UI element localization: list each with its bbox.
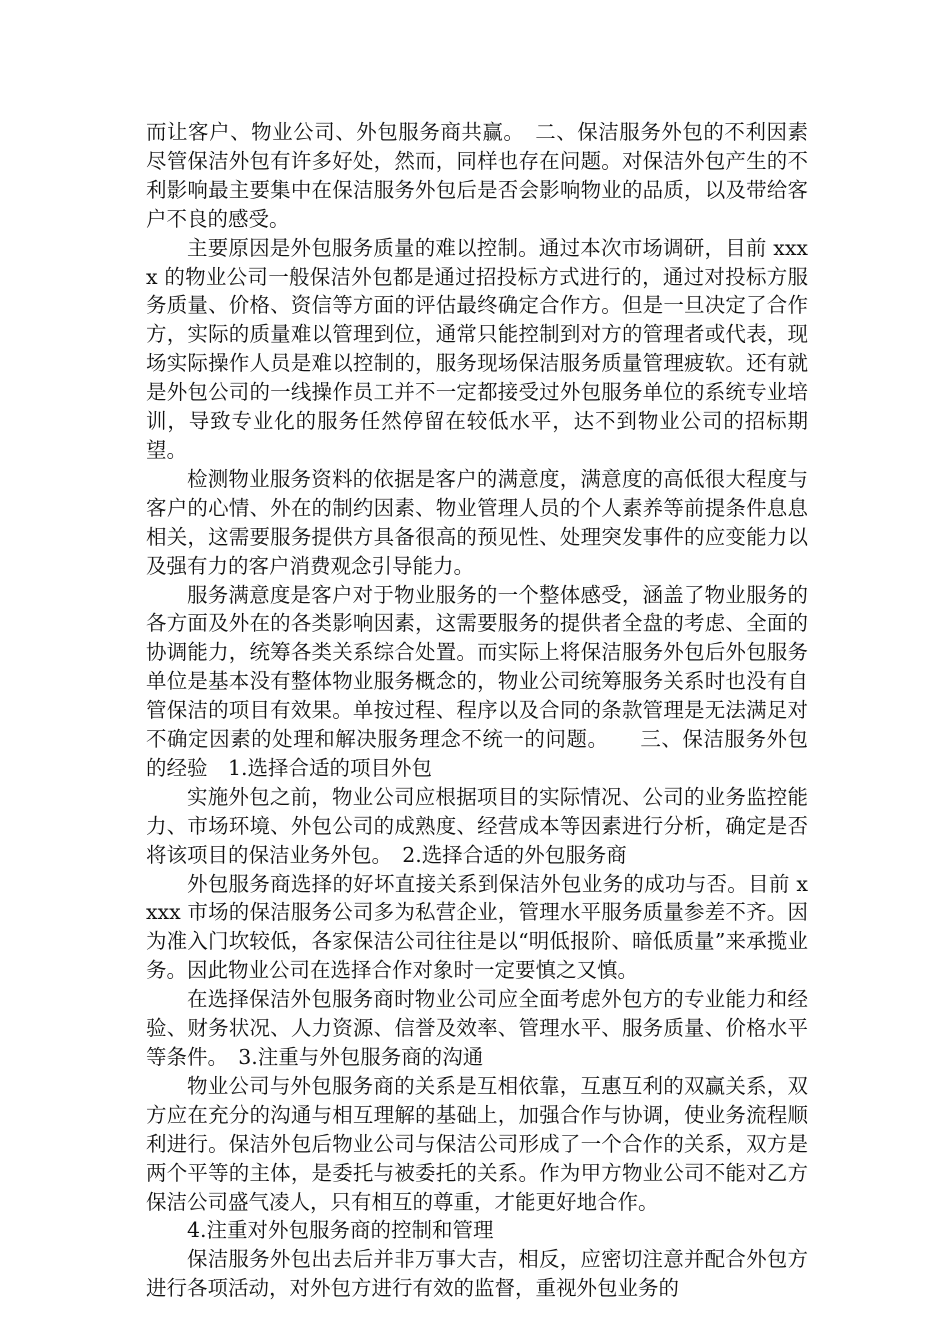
paragraph-control-management: 保洁服务外包出去后并非万事大吉，相反，应密切注意并配合外包方进行各项活动，对外包方进行有效的监督，重视外包业务的 <box>146 1247 808 1301</box>
paragraph-provider-selection: 外包服务商选择的好坏直接关系到保洁外包业务的成功与否。目前 xxxx 市场的保洁服务公司多为私营企业，管理水平服务质量参差不齐。因为准入门坎较低，各家保洁公司往往是以“明低报阶、暗低质量”来承揽业务。因此物业公司在选择合作对象时一定要慎之又慎。 <box>146 871 808 983</box>
paragraph-satisfaction-basis: 检测物业服务资料的依据是客户的满意度，满意度的高低很大程度与客户的心情、外在的制约因素、物业管理人员的个人素养等前提条件息息相关，这需要服务提供方具备很高的预见性、处理突发事件的应变能力以及强有力的客户消费观念引导能力。 <box>146 466 808 578</box>
document-body <box>146 118 829 1303</box>
paragraph-main-reason: 主要原因是外包服务质量的难以控制。通过本次市场调研，目前 xxxx 的物业公司一般保洁外包都是通过招投标方式进行的，通过对投标方服务质量、价格、资信等方面的评估最终确定合作方。但是一旦决定了合作方，实际的质量难以管理到位，通常只能控制到对方的管理者或代表，现场实际操作人员是难以控制的，服务现场保洁服务质量管理疲软。还有就是外包公司的一线操作员工并不一定都接受过外包服务单位的系统专业培训，导致专业化的服务任然停留在较低水平，达不到物业公司的招标期望。 <box>146 235 808 462</box>
section-heading-control: 4.注重对外包服务商的控制和管理 <box>187 1218 494 1243</box>
paragraph-intro: 而让客户、物业公司、外包服务商共赢。 二、保洁服务外包的不利因素 尽管保洁外包有许多好处，然而，同样也存在问题。对保洁外包产生的不利影响最主要集中在保洁服务外包后是否会影响物业的品质，以及带给客户不良的感受。 <box>146 120 829 231</box>
paragraph-service-satisfaction: 服务满意度是客户对于物业服务的一个整体感受，涵盖了物业服务的各方面及外在的各类影响因素，这需要服务的提供者全盘的考虑、全面的协调能力，统筹各类关系综合处置。而实际上将保洁服务外包后外包服务单位是基本没有整体物业服务概念的，物业公司统筹服务关系时也没有自管保洁的项目有效果。单按过程、程序以及合同的条款管理是无法满足对不确定因素的处理和解决服务理念不统一的问题。 三、保洁服务外包的经验 1.选择合适的项目外包 <box>146 582 808 780</box>
paragraph-provider-criteria: 在选择保洁外包服务商时物业公司应全面考虑外包方的专业能力和经验、财务状况、人力资源、信誉及效率、管理水平、服务质量、价格水平等条件。 3.注重与外包服务商的沟通 <box>146 987 808 1069</box>
paragraph-before-outsourcing: 实施外包之前，物业公司应根据项目的实际情况、公司的业务监控能力、市场环境、外包公司的成熟度、经营成本等因素进行分析，确定是否将该项目的保洁业务外包。 2.选择合适的外包服务商 <box>146 784 808 867</box>
paragraph-communication: 物业公司与外包服务商的关系是互相依靠，互惠互利的双赢关系，双方应在充分的沟通与相互理解的基础上，加强合作与协调，使业务流程顺利进行。保洁外包后物业公司与保洁公司形成了一个合作的关系，双方是两个平等的主体，是委托与被委托的关系。作为甲方物业公司不能对乙方保洁公司盛气凌人，只有相互的尊重，才能更好地合作。 <box>146 1073 808 1214</box>
